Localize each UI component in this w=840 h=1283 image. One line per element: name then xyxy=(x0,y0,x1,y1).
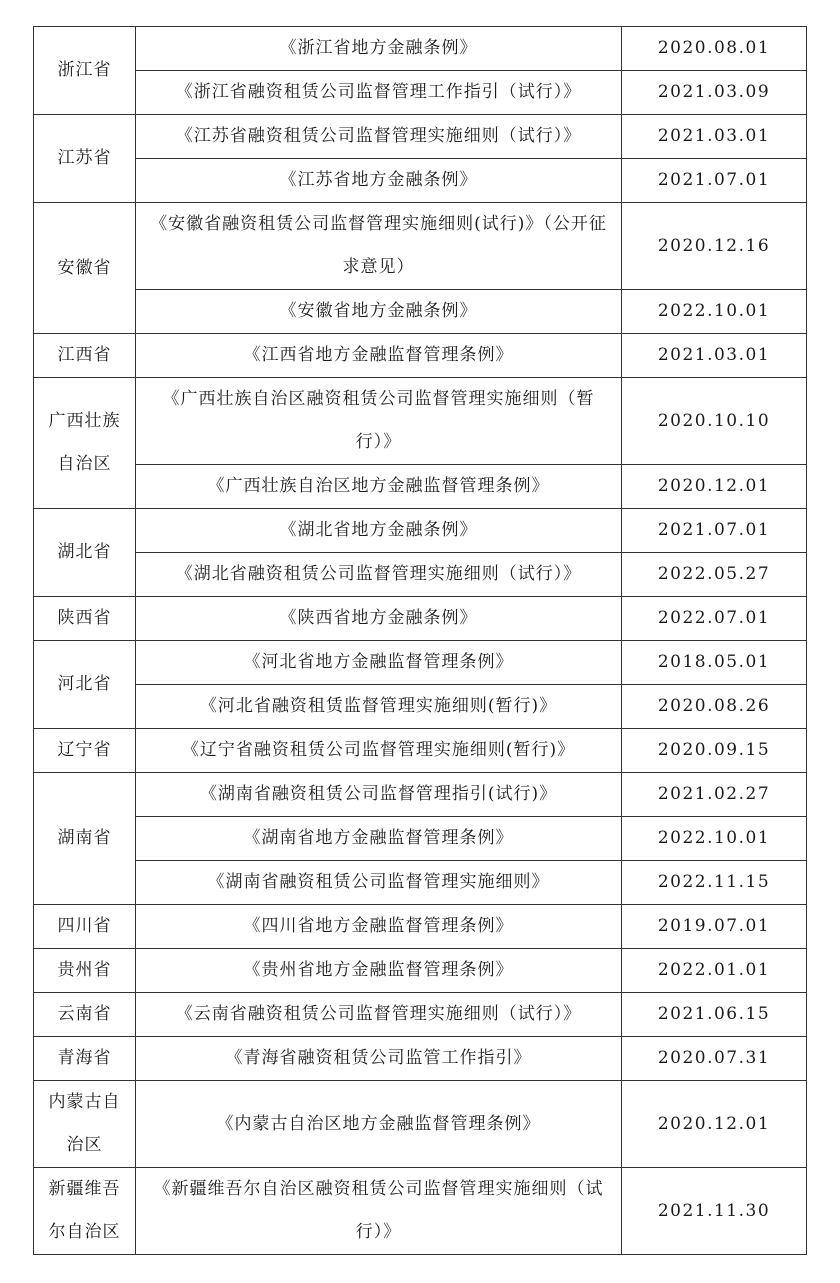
table-row xyxy=(34,27,807,71)
table-row xyxy=(34,465,807,509)
province-cell: 安徽省 xyxy=(34,203,136,334)
province-cell: 四川省 xyxy=(34,905,136,949)
regulations-table xyxy=(33,26,807,1255)
regulation-cell: 《青海省融资租赁公司监管工作指引》 xyxy=(136,1037,622,1081)
regulation-cell: 《湖南省融资租赁公司监督管理实施细则》 xyxy=(136,861,622,905)
table-row xyxy=(34,993,807,1037)
date-cell: 2022.10.01 xyxy=(622,290,807,334)
date-cell: 2020.12.16 xyxy=(622,203,807,290)
table-row xyxy=(34,115,807,159)
regulation-cell: 《四川省地方金融监督管理条例》 xyxy=(136,905,622,949)
date-cell: 2022.01.01 xyxy=(622,949,807,993)
province-cell: 广西壮族自治区 xyxy=(34,378,136,509)
province-cell: 河北省 xyxy=(34,641,136,729)
regulation-cell: 《广西壮族自治区融资租赁公司监督管理实施细则（暂行）》 xyxy=(136,378,622,465)
table-row xyxy=(34,729,807,773)
date-cell: 2021.03.01 xyxy=(622,115,807,159)
regulation-cell: 《河北省地方金融监督管理条例》 xyxy=(136,641,622,685)
province-cell: 内蒙古自治区 xyxy=(34,1081,136,1168)
table-row xyxy=(34,1168,807,1255)
date-cell: 2021.06.15 xyxy=(622,993,807,1037)
regulation-cell: 《河北省融资租赁监督管理实施细则(暂行)》 xyxy=(136,685,622,729)
table-row xyxy=(34,71,807,115)
regulation-cell: 《浙江省地方金融条例》 xyxy=(136,27,622,71)
date-cell: 2020.08.01 xyxy=(622,27,807,71)
table-row xyxy=(34,817,807,861)
table-row xyxy=(34,905,807,949)
province-cell: 贵州省 xyxy=(34,949,136,993)
table-row xyxy=(34,203,807,290)
province-cell: 陕西省 xyxy=(34,597,136,641)
date-cell: 2020.12.01 xyxy=(622,465,807,509)
province-cell: 浙江省 xyxy=(34,27,136,115)
regulation-cell: 《浙江省融资租赁公司监督管理工作指引（试行）》 xyxy=(136,71,622,115)
date-cell: 2020.12.01 xyxy=(622,1081,807,1168)
date-cell: 2020.08.26 xyxy=(622,685,807,729)
regulation-cell: 《新疆维吾尔自治区融资租赁公司监督管理实施细则（试行）》 xyxy=(136,1168,622,1255)
regulation-cell: 《陕西省地方金融条例》 xyxy=(136,597,622,641)
table-row xyxy=(34,949,807,993)
regulation-cell: 《湖南省融资租赁公司监督管理指引(试行)》 xyxy=(136,773,622,817)
regulation-cell: 《安徽省融资租赁公司监督管理实施细则(试行)》（公开征求意见） xyxy=(136,203,622,290)
date-cell: 2021.03.09 xyxy=(622,71,807,115)
province-cell: 湖南省 xyxy=(34,773,136,905)
table-row xyxy=(34,773,807,817)
table-row xyxy=(34,685,807,729)
date-cell: 2022.10.01 xyxy=(622,817,807,861)
regulation-cell: 《内蒙古自治区地方金融监督管理条例》 xyxy=(136,1081,622,1168)
table-row xyxy=(34,861,807,905)
table-row xyxy=(34,1037,807,1081)
table-row xyxy=(34,1081,807,1168)
table-row xyxy=(34,378,807,465)
regulation-cell: 《贵州省地方金融监督管理条例》 xyxy=(136,949,622,993)
table-row xyxy=(34,641,807,685)
table-row xyxy=(34,553,807,597)
date-cell: 2018.05.01 xyxy=(622,641,807,685)
province-cell: 湖北省 xyxy=(34,509,136,597)
date-cell: 2021.07.01 xyxy=(622,159,807,203)
regulation-cell: 《江苏省融资租赁公司监督管理实施细则（试行）》 xyxy=(136,115,622,159)
table-row xyxy=(34,597,807,641)
regulation-cell: 《安徽省地方金融条例》 xyxy=(136,290,622,334)
province-cell: 青海省 xyxy=(34,1037,136,1081)
date-cell: 2021.11.30 xyxy=(622,1168,807,1255)
date-cell: 2022.11.15 xyxy=(622,861,807,905)
date-cell: 2021.02.27 xyxy=(622,773,807,817)
date-cell: 2020.07.31 xyxy=(622,1037,807,1081)
regulation-cell: 《江苏省地方金融条例》 xyxy=(136,159,622,203)
regulation-cell: 《云南省融资租赁公司监督管理实施细则（试行）》 xyxy=(136,993,622,1037)
regulation-cell: 《江西省地方金融监督管理条例》 xyxy=(136,334,622,378)
province-cell: 江西省 xyxy=(34,334,136,378)
province-cell: 辽宁省 xyxy=(34,729,136,773)
province-cell: 云南省 xyxy=(34,993,136,1037)
table-row xyxy=(34,290,807,334)
province-cell: 新疆维吾尔自治区 xyxy=(34,1168,136,1255)
date-cell: 2020.09.15 xyxy=(622,729,807,773)
table-row xyxy=(34,509,807,553)
regulation-cell: 《辽宁省融资租赁公司监督管理实施细则(暂行)》 xyxy=(136,729,622,773)
date-cell: 2021.03.01 xyxy=(622,334,807,378)
regulation-cell: 《湖北省融资租赁公司监督管理实施细则（试行）》 xyxy=(136,553,622,597)
regulation-cell: 《广西壮族自治区地方金融监督管理条例》 xyxy=(136,465,622,509)
date-cell: 2022.07.01 xyxy=(622,597,807,641)
date-cell: 2019.07.01 xyxy=(622,905,807,949)
table-row xyxy=(34,334,807,378)
province-cell: 江苏省 xyxy=(34,115,136,203)
table-row xyxy=(34,159,807,203)
regulation-cell: 《湖北省地方金融条例》 xyxy=(136,509,622,553)
regulation-cell: 《湖南省地方金融监督管理条例》 xyxy=(136,817,622,861)
date-cell: 2021.07.01 xyxy=(622,509,807,553)
date-cell: 2022.05.27 xyxy=(622,553,807,597)
date-cell: 2020.10.10 xyxy=(622,378,807,465)
